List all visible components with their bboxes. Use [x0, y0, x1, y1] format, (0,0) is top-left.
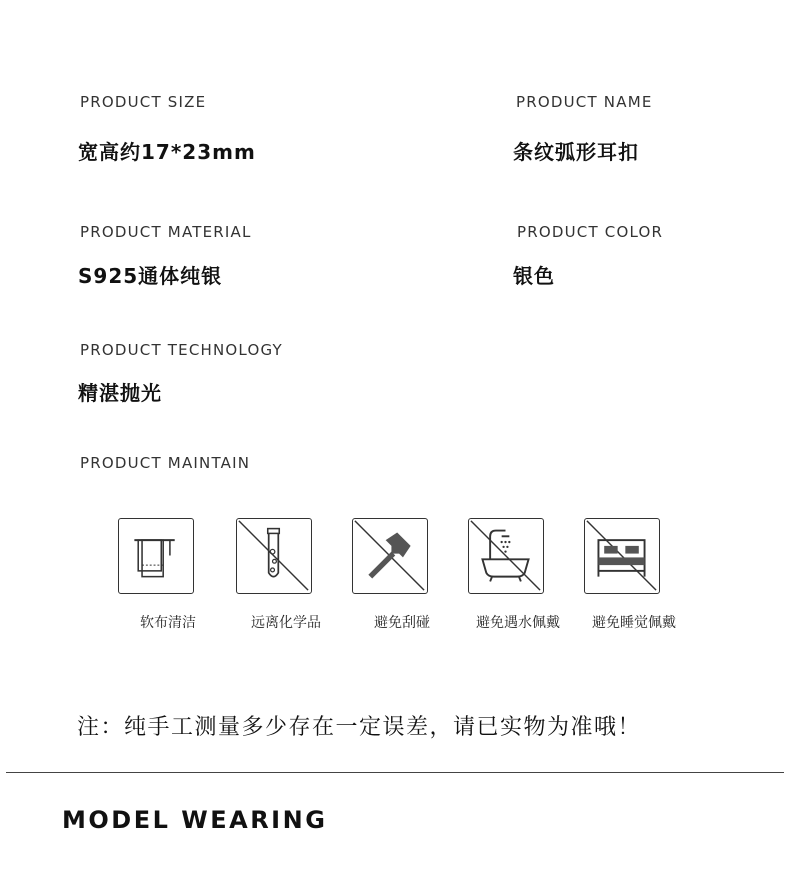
spec-name-label: PRODUCT NAME [516, 93, 653, 111]
spec-material-label: PRODUCT MATERIAL [80, 223, 252, 241]
maintain-caption: 避免刮碰 [374, 615, 430, 631]
towel-icon [118, 518, 194, 594]
spec-material-value: S925通体纯银 [78, 264, 223, 288]
bathtub-crossed-icon [468, 518, 544, 594]
spec-color-label: PRODUCT COLOR [517, 223, 664, 241]
section-title: MODEL WEARING [62, 806, 328, 834]
test-tube-crossed-icon [236, 518, 312, 594]
spec-size-label: PRODUCT SIZE [80, 93, 207, 111]
spec-technology-value: 精湛抛光 [78, 381, 162, 405]
spec-color-value: 银色 [513, 264, 555, 288]
spec-size-value: 宽高约17*23mm [78, 140, 256, 164]
maintain-caption: 远离化学品 [251, 615, 321, 631]
maintain-caption: 避免睡觉佩戴 [592, 615, 676, 631]
bed-crossed-icon [584, 518, 660, 594]
maintain-caption: 避免遇水佩戴 [476, 615, 560, 631]
measurement-note: 注：纯手工测量多少存在一定误差，请已实物为准哦！ [77, 715, 642, 740]
maintain-icons [110, 518, 690, 638]
spec-name-value: 条纹弧形耳扣 [513, 140, 639, 164]
spec-maintain-label: PRODUCT MAINTAIN [80, 454, 251, 472]
maintain-caption: 软布清洁 [140, 615, 196, 631]
spec-technology-label: PRODUCT TECHNOLOGY [80, 341, 283, 359]
section-divider [6, 772, 784, 773]
hammer-crossed-icon [352, 518, 428, 594]
